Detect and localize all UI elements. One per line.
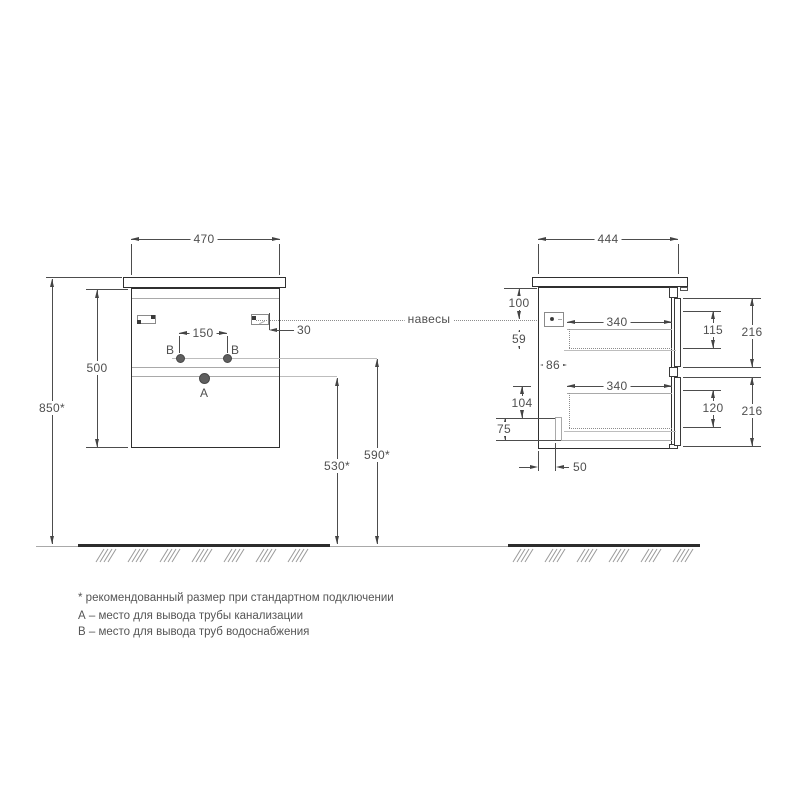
notch-line — [555, 417, 562, 418]
ext-line — [683, 427, 721, 428]
ext-line — [683, 348, 721, 349]
ext-line — [683, 446, 761, 447]
front-rail-top — [669, 287, 678, 298]
note-point-a: А – место для вывода трубы канализации — [78, 610, 304, 622]
ext-line — [683, 311, 721, 312]
drawer-front-bottom — [674, 377, 681, 446]
dim-hanger-to-rail: 59 — [509, 332, 529, 346]
bracket-mark — [558, 319, 562, 320]
arrow — [711, 390, 715, 398]
notch-line — [555, 417, 556, 440]
arrow — [664, 320, 672, 324]
arrow — [750, 377, 754, 385]
dim-bottom-inset: 104 — [509, 396, 536, 410]
bracket-pin — [550, 317, 554, 321]
dim-hanger-inset: 30 — [294, 323, 314, 337]
ext-line — [678, 244, 679, 274]
ext-line — [683, 390, 721, 391]
dim-inner-bottom: 120 — [700, 401, 727, 415]
arrow — [664, 384, 672, 388]
drawer-rail-line — [564, 350, 676, 351]
dim-notch-height: 75 — [494, 422, 514, 436]
front-rail-middle — [669, 367, 678, 377]
hangers-label: навесы — [405, 312, 454, 326]
drawer-box-line — [569, 428, 672, 429]
arrow — [517, 311, 521, 319]
arrow — [520, 386, 524, 394]
dim-depth: 444 — [595, 232, 622, 246]
note-recommended-size: * рекомендованный размер при стандартном подключении — [78, 592, 394, 604]
drawer-front-top — [674, 298, 681, 367]
drawer-box-line — [567, 393, 672, 394]
drawer-box-line — [569, 348, 672, 349]
countertop-edge — [680, 287, 688, 291]
arrow — [670, 237, 678, 241]
arrow — [567, 384, 575, 388]
dim-front-bottom: 216 — [739, 404, 766, 418]
dim-drawer-depth-top: 340 — [604, 315, 631, 329]
arrow — [750, 438, 754, 446]
ext-line — [504, 288, 537, 289]
drawer-box-line — [567, 329, 672, 330]
point-a-label: A — [199, 386, 209, 400]
note-point-b: В – место для вывода труб водоснабжения — [78, 626, 310, 638]
dim-b-spacing: 150 — [190, 326, 217, 340]
drawer-box-line — [569, 329, 570, 348]
arrow — [711, 340, 715, 348]
floor-hatch-right — [512, 548, 698, 563]
drawer-rail-line — [564, 431, 676, 432]
dim-front-top: 216 — [739, 325, 766, 339]
ext-line — [683, 367, 761, 368]
dim-notch-depth: 50 — [570, 460, 590, 474]
arrow — [567, 320, 575, 324]
dim-front-width: 470 — [191, 232, 218, 246]
notch-line — [561, 417, 562, 440]
floor-thick-right — [508, 544, 700, 547]
dim-line — [559, 467, 569, 468]
floor-thick-left — [78, 544, 330, 547]
dim-supply-height: 590* — [361, 448, 393, 462]
point-b-right-label: B — [230, 343, 240, 357]
dim-back-clearance: 86 — [543, 358, 563, 372]
dim-inner-top: 115 — [700, 323, 726, 337]
arrow — [750, 298, 754, 306]
arrow — [538, 237, 546, 241]
dim-drawer-depth-bottom: 340 — [604, 379, 631, 393]
arrow — [520, 410, 524, 418]
dim-top-to-hanger: 100 — [506, 296, 533, 310]
arrow — [750, 359, 754, 367]
dim-wall-height: 850* — [36, 401, 68, 415]
ext-line — [538, 244, 539, 274]
floor-hatch-left — [95, 548, 318, 563]
arrow — [711, 419, 715, 427]
drawer-box-line — [569, 393, 570, 428]
point-b-left-label: B — [165, 343, 175, 357]
dim-drain-height: 530* — [321, 459, 353, 473]
bottom-inner-line — [561, 440, 672, 441]
ext-line — [538, 451, 539, 471]
arrow — [530, 465, 538, 469]
dim-front-height: 500 — [84, 361, 111, 375]
side-countertop — [532, 277, 688, 287]
dim-line — [519, 467, 530, 468]
ext-line — [496, 440, 561, 441]
arrow — [711, 311, 715, 319]
